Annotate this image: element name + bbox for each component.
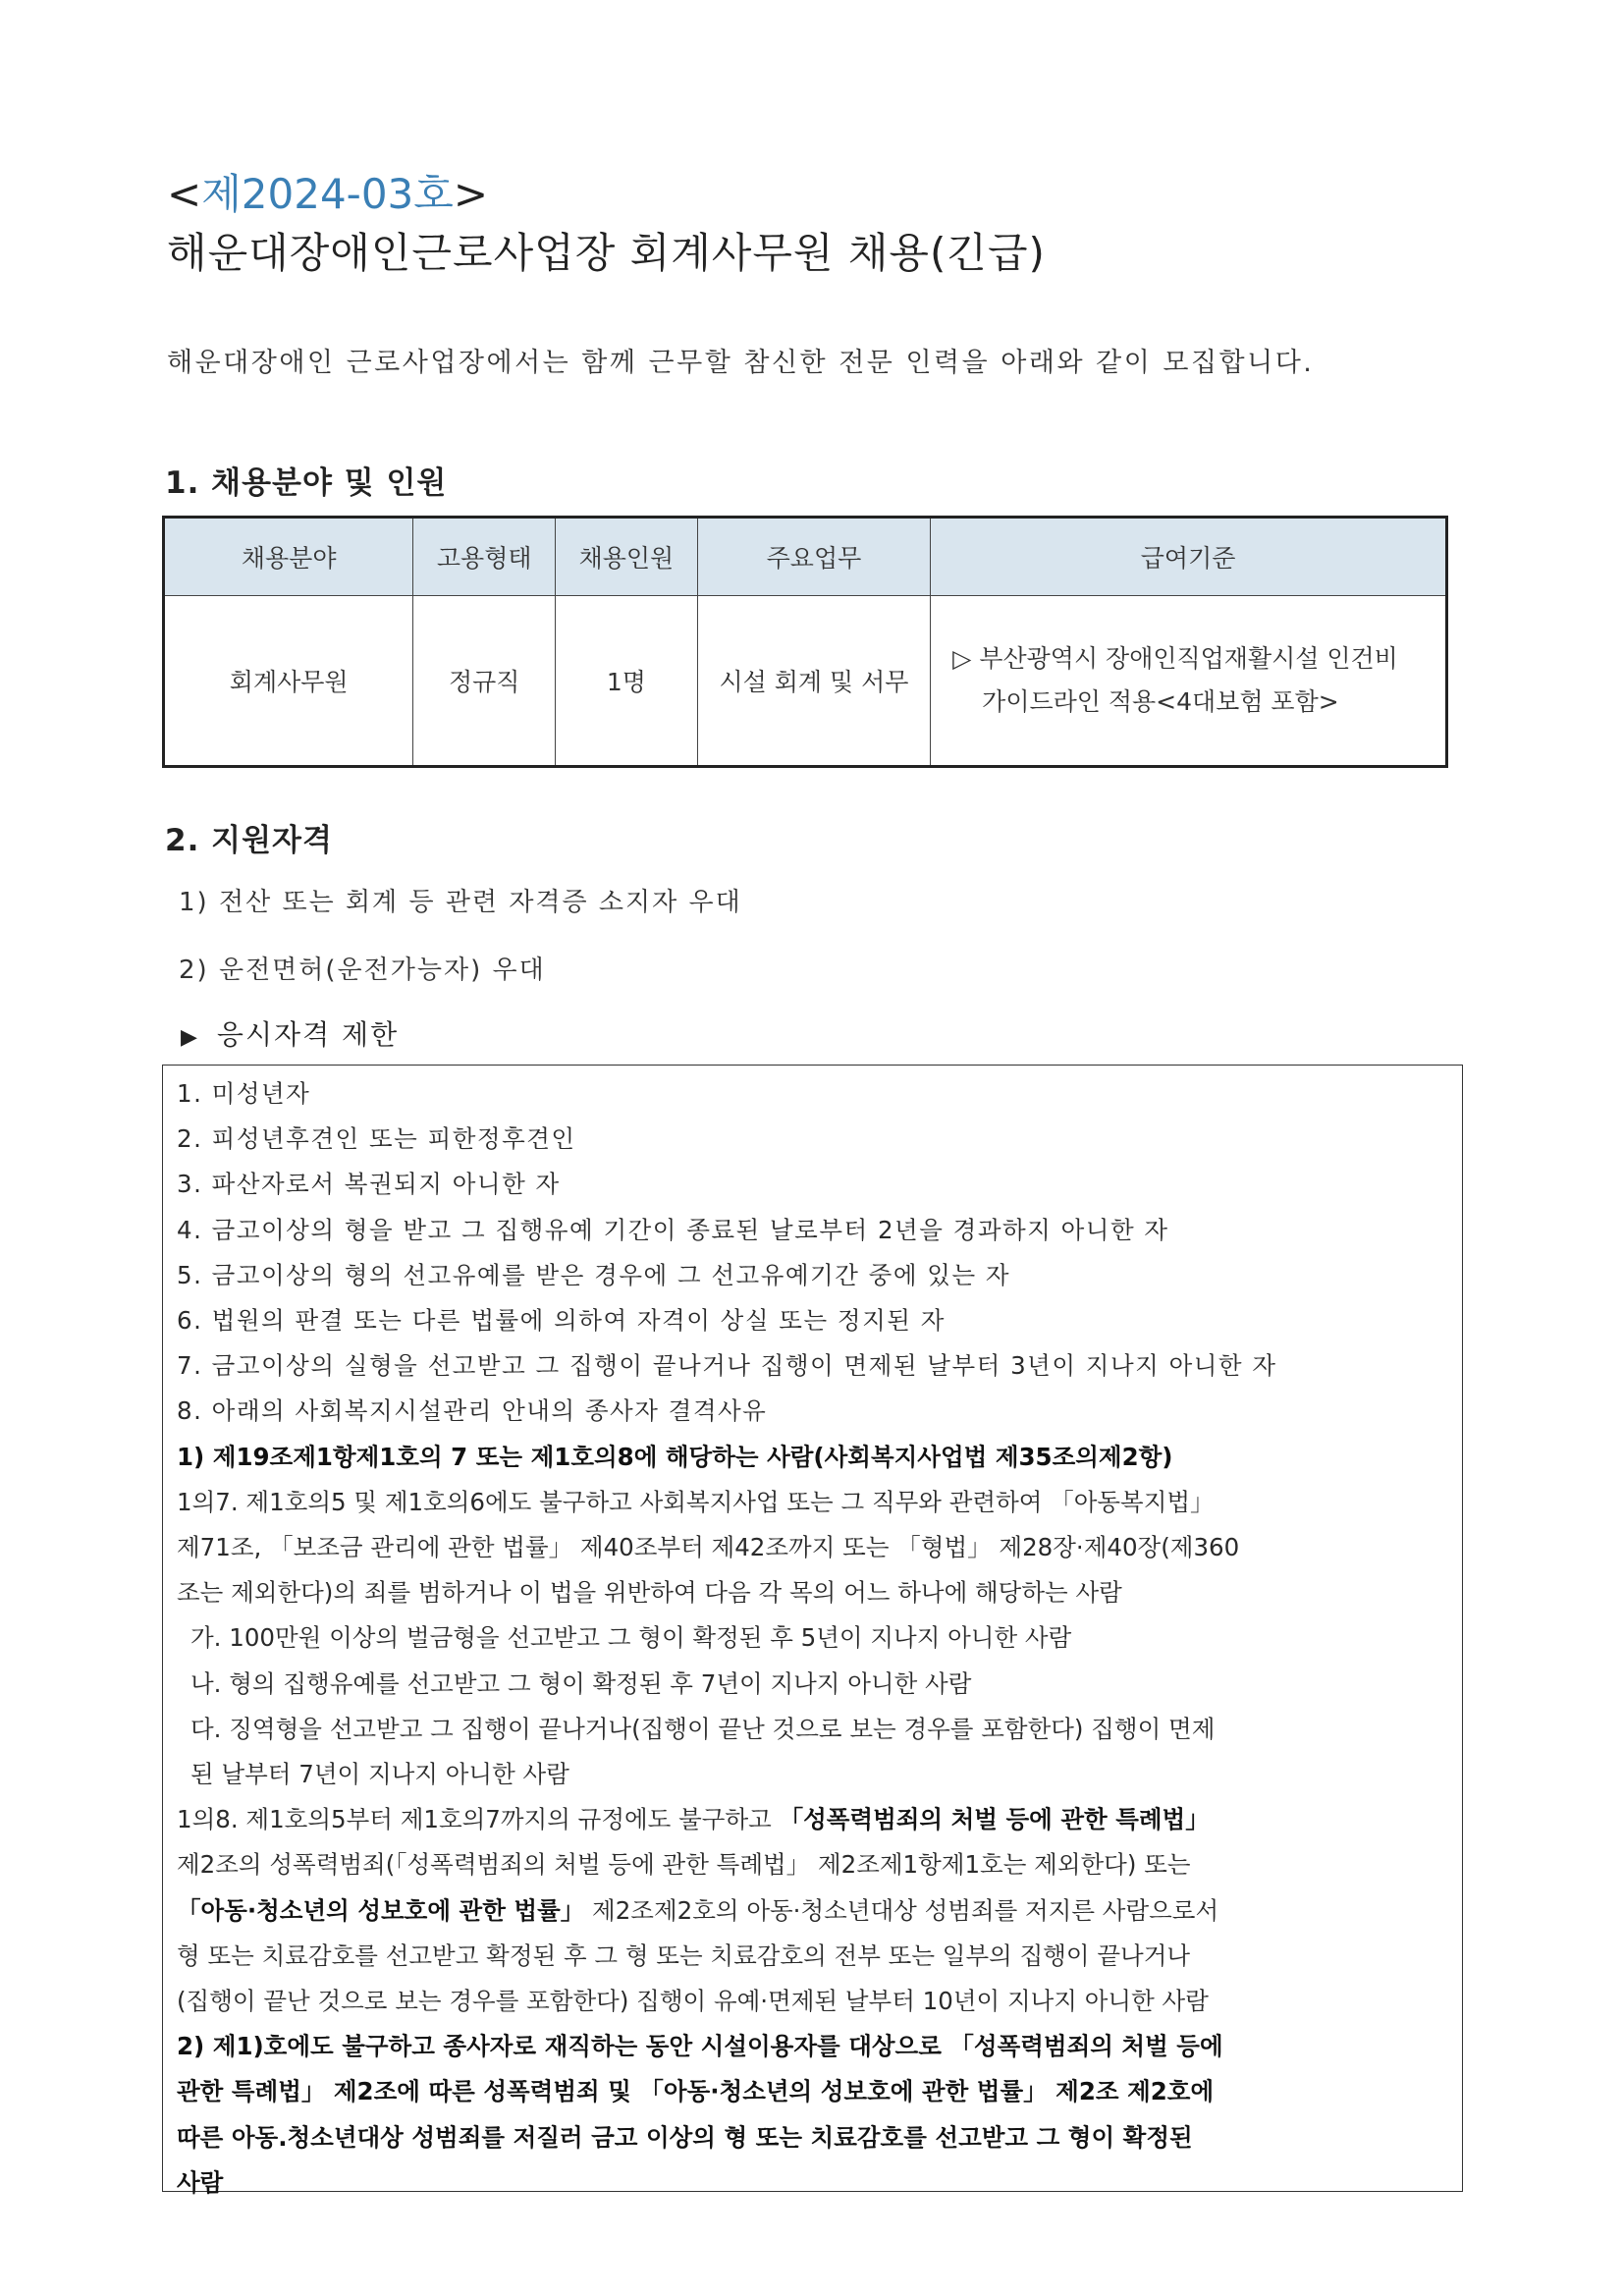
sub-item: 나. 형의 집행유예를 선고받고 그 형이 확정된 후 7년이 지나지 아니한 사람 <box>190 1668 972 1698</box>
header-duty: 주요업무 <box>697 518 930 596</box>
sub-item: 된 날부터 7년이 지나지 아니한 사람 <box>190 1760 569 1789</box>
section-heading-recruitment: 1. 채용분야 및 인원 <box>165 465 448 501</box>
triangle-right-icon: ▶ <box>181 1025 199 1050</box>
intro-text: 해운대장애인 근로사업장에서는 함께 근무할 참신한 전문 인력을 아래와 같이 모집합니다. <box>167 348 1315 378</box>
pay-line-1: ▷ 부산광역시 장애인직업재활시설 인건비 <box>952 644 1398 673</box>
restriction-line: 5. 금고이상의 형의 선고유예를 받은 경우에 그 선고유예기간 중에 있는 자 <box>177 1260 1011 1289</box>
recruitment-table <box>162 516 1448 768</box>
rule1-heading: 1) 제19조제1항제1호의 7 또는 제1호의8에 해당하는 사람(사회복지사업법 제35조의제2항) <box>177 1442 1173 1471</box>
section-heading-qualification: 2. 지원자격 <box>165 823 333 858</box>
cell-count: 1명 <box>556 596 698 767</box>
rule1-8-line <box>177 1888 1448 1934</box>
notice-number-value: 제2024-03호 <box>201 170 454 218</box>
rule1-8-law: 「성폭력범죄의 처벌 등에 관한 특례법」 <box>779 1805 1210 1834</box>
rule1-7-line: 조는 제외한다)의 죄를 범하거나 이 법을 위반하여 다음 각 목의 어느 하나에 해당하는 사람 <box>177 1578 1122 1608</box>
restriction-line: 4. 금고이상의 형을 받고 그 집행유예 기간이 종료된 날로부터 2년을 경과하지 아니한 자 <box>177 1215 1169 1244</box>
cell-type: 정규직 <box>413 596 556 767</box>
rule1-8-line: 제2조의 성폭력범죄(「성폭력범죄의 처벌 등에 관한 특례법」 제2조제1항제1호는 제외한다) 또는 <box>177 1850 1191 1880</box>
header-pay: 급여기준 <box>931 518 1447 596</box>
rule1-7-line: 1의7. 제1호의5 및 제1호의6에도 불구하고 사회복지사업 또는 그 직무와 관련하여 「아동복지법」 <box>177 1487 1215 1516</box>
table-header-row <box>164 518 1447 596</box>
notice-number <box>167 169 488 220</box>
notice-open: < <box>167 170 202 218</box>
table-row <box>164 596 1447 767</box>
cell-duty: 시설 회계 및 서무 <box>697 596 930 767</box>
rule2-line: 따른 아동.청소년대상 성범죄를 저질러 금고 이상의 형 또는 치료감호를 선고받고 그 형이 확정된 <box>177 2122 1193 2152</box>
restriction-line: 3. 파산자로서 복권되지 아니한 자 <box>177 1170 561 1199</box>
restriction-heading <box>181 1017 399 1056</box>
sub-item: 가. 100만원 이상의 벌금형을 선고받고 그 형이 확정된 후 5년이 지나지 아니한 사람 <box>190 1623 1072 1653</box>
rule1-8-line <box>177 1797 1448 1842</box>
notice-close: > <box>453 170 489 218</box>
rule2-line: 사람 <box>177 2167 224 2197</box>
restriction-line: 7. 금고이상의 실형을 선고받고 그 집행이 끝나거나 집행이 면제된 날부터 3년이 지나지 아니한 자 <box>177 1351 1277 1381</box>
header-type: 고용형태 <box>413 518 556 596</box>
cell-field: 회계사무원 <box>164 596 413 767</box>
rule1-8-suffix: 제2조제2호의 아동·청소년대상 성범죄를 저지른 사람으로서 <box>584 1895 1219 1925</box>
rule1-8-line: (집행이 끝난 것으로 보는 경우를 포함한다) 집행이 유예·면제된 날부터 10년이 지나지 아니한 사람 <box>177 1987 1209 2016</box>
cell-pay <box>931 596 1447 767</box>
restriction-line: 2. 피성년후견인 또는 피한정후견인 <box>177 1124 576 1154</box>
rule2-line: 2) 제1)호에도 불구하고 종사자로 재직하는 동안 시설이용자를 대상으로 「성폭력범죄의 처벌 등에 <box>177 2032 1223 2061</box>
restriction-title: 응시자격 제한 <box>216 1018 400 1051</box>
pay-line-2: 가이드라인 적용<4대보험 포함> <box>982 687 1339 716</box>
page-title: 해운대장애인근로사업장 회계사무원 채용(긴급) <box>167 229 1046 277</box>
header-field: 채용분야 <box>164 518 413 596</box>
restriction-box <box>162 1065 1463 2197</box>
rule1-8-prefix: 1의8. 제1호의5부터 제1호의7까지의 규정에도 불구하고 <box>177 1805 780 1834</box>
rule2-line: 관한 특례법」 제2조에 따른 성폭력범죄 및 「아동·청소년의 성보호에 관한 법률」 제2조 제2호에 <box>177 2077 1215 2106</box>
rule1-8-line: 형 또는 치료감호를 선고받고 확정된 후 그 형 또는 치료감호의 전부 또는 일부의 집행이 끝나거나 <box>177 1941 1191 1970</box>
restriction-line: 1. 미성년자 <box>177 1079 311 1108</box>
rule1-8-law: 「아동·청소년의 성보호에 관한 법률」 <box>177 1895 585 1925</box>
restriction-line: 8. 아래의 사회복지시설관리 안내의 종사자 결격사유 <box>177 1396 768 1426</box>
restriction-line: 6. 법원의 판결 또는 다른 법률에 의하여 자격이 상실 또는 정지된 자 <box>177 1306 946 1336</box>
qualification-item-2: 2) 운전면허(운전가능자) 우대 <box>179 956 546 985</box>
header-count: 채용인원 <box>556 518 698 596</box>
qualification-item-1: 1) 전산 또는 회계 등 관련 자격증 소지자 우대 <box>179 888 742 917</box>
sub-item: 다. 징역형을 선고받고 그 집행이 끝나거나(집행이 끝난 것으로 보는 경우를 포함한다) 집행이 면제 <box>190 1714 1216 1743</box>
rule1-7-line: 제71조, 「보조금 관리에 관한 법률」 제40조부터 제42조까지 또는 「형법」 제28장·제40장(제360 <box>177 1533 1240 1562</box>
